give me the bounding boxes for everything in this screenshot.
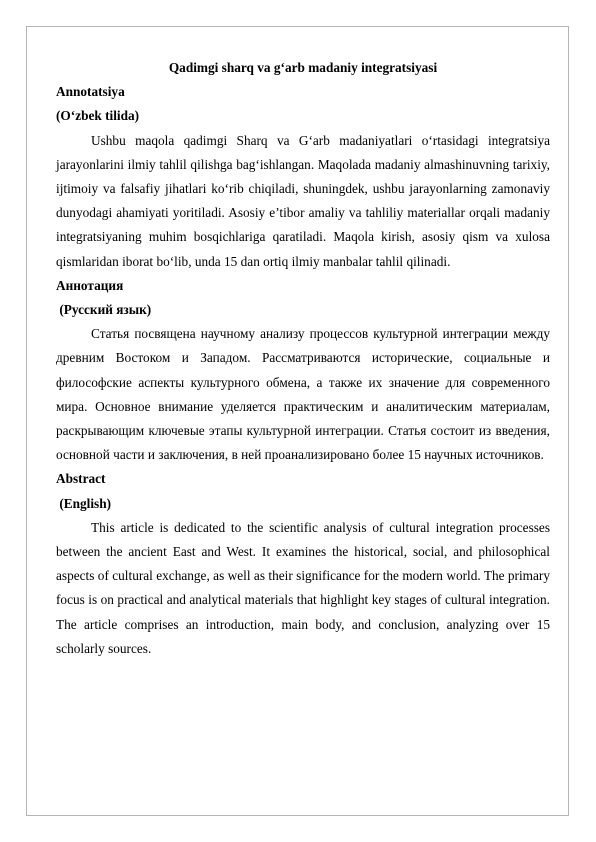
russian-annotation-section [56, 274, 550, 468]
russian-annotation-heading: Аннотация [56, 277, 124, 293]
russian-annotation-text: Статья посвящена научному анализу процессов культурной интеграции между древним Востоком и Западом. Рассматриваются исторические, социальные и философские аспекты культурного обмена, а также их значение для современного мира. Основное внимание уделяется практическим и аналитическим материалам, раскрывающим ключевые этапы культурной интеграции. Статья состоит из введения, основной части и заключения, в ней проанализировано более 15 научных источников. [56, 326, 550, 463]
document-title: Qadimgi sharq va g‘arb madaniy integratsiyasi [168, 60, 438, 75]
english-language-label: (English) [56, 495, 112, 511]
uzbek-annotation-text: Ushbu maqola qadimgi Sharq va G‘arb madaniyatlari o‘rtasidagi integratsiya jarayonlarini ilmiy tahlil qilishga bag‘ishlangan. Maqolada madaniy almashinuvning tarixiy, ijtimoiy va falsafiy jihatlari ko‘rib chiqiladi, shuningdek, ushbu jarayonlarning zamonaviy dunyodagi ahamiyati yoritiladi. Asosiy e’tibor amaliy va tahliliy materiallar orqali madaniy integratsiyaning muhim bosqichlariga qaratiladi. Maqola kirish, asosiy qism va xulosa qismlaridan iborat bo‘lib, unda 15 dan ortiq ilmiy manbalar tahlil qilinadi. [56, 132, 550, 269]
russian-language-label: (Русский язык) [56, 301, 152, 317]
document-body [56, 56, 550, 661]
english-abstract-text: This article is dedicated to the scientific analysis of cultural integration processes between the ancient East and West. It examines the historical, social, and philosophical aspects of cultural exchange, as well as their significance for the modern world. The primary focus is on practical and analytical materials that highlight key stages of cultural integration. The article comprises an introduction, main body, and conclusion, analyzing over 15 scholarly sources. [56, 519, 550, 656]
uzbek-language-label: (O‘zbek tilida) [56, 108, 140, 124]
uzbek-annotation-heading: Annotatsiya [56, 84, 125, 100]
english-abstract-heading: Abstract [56, 471, 106, 487]
english-abstract-section [56, 467, 550, 661]
uzbek-annotation-section [56, 80, 550, 274]
